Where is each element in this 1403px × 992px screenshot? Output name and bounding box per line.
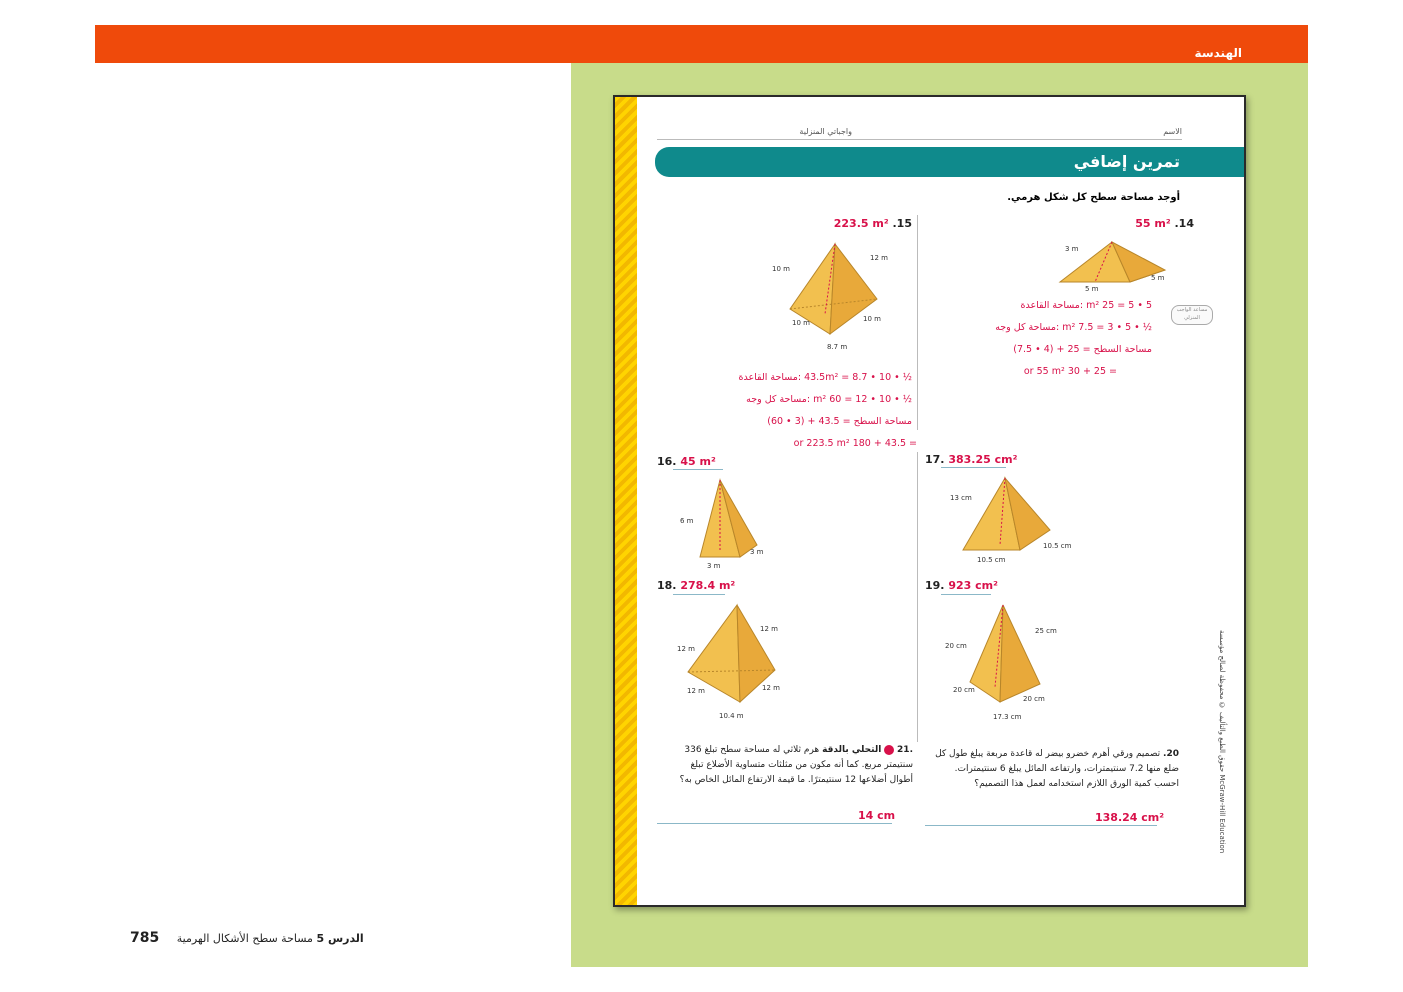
problem-20-answer: 138.24 cm² [1095, 811, 1165, 824]
homework-label: واجباتي المنزلية [799, 127, 852, 136]
label: 6 m [680, 517, 694, 525]
label: 10 m [863, 315, 881, 323]
label: 12 m [687, 687, 705, 695]
label: 5 m [1151, 274, 1165, 282]
problem-16-header [657, 455, 716, 468]
label: 20 cm [953, 686, 975, 694]
label: 3 m [707, 562, 721, 570]
page-number: 785 [130, 930, 160, 946]
page-spine [615, 97, 637, 905]
label: 12 m [760, 625, 778, 633]
column-divider [917, 452, 918, 742]
problem-21-title: التحلي بالدقة [822, 745, 882, 755]
problem-14-header [1135, 217, 1194, 230]
problem-14-number: .14 [1174, 217, 1194, 230]
label: 12 m [677, 645, 695, 653]
problem-17-header [925, 453, 1017, 466]
label: 13 cm [950, 494, 972, 502]
problem-20-number: 20. [1163, 749, 1179, 759]
label: 8.7 m [827, 343, 848, 351]
instructions: أوجد مساحة سطح كل شكل هرمي. [1007, 192, 1180, 203]
label: 20 cm [1023, 695, 1045, 703]
problem-15-header [834, 217, 912, 230]
problem-14-work: 5 • 5 = 25 m² :مساحة القاعدة ½ • 5 • 3 = 7.5 m² :مساحة كل وجه مساحة السطح = 25 + (4 • 7.5) = 25 + 30 or 55 m² [995, 300, 1152, 377]
problem-14-answer: 55 m² [1135, 217, 1171, 230]
problem-19-answer: 923 cm² [948, 579, 998, 592]
problem-19-number: 19. [925, 579, 945, 592]
homework-helper-callout: مساعد الواجب المنزلي [1171, 305, 1213, 325]
top-bar [95, 25, 1308, 63]
answer-line [673, 594, 725, 595]
label: 5 m [1085, 285, 1099, 293]
answer-line [657, 823, 892, 824]
label: 10 m [792, 319, 810, 327]
label: 10.4 m [719, 712, 744, 720]
problem-17-answer: 383.25 cm² [948, 453, 1018, 466]
label: 10 m [772, 265, 790, 273]
label: 17.3 cm [993, 713, 1022, 721]
answer-line [673, 469, 723, 470]
pyramid-19 [965, 602, 1045, 707]
problem-16-answer: 45 m² [680, 455, 716, 468]
title-banner [655, 147, 1244, 177]
answer-line [941, 467, 1006, 468]
pyramid-17 [960, 475, 1055, 555]
page-title: تمرين إضافي [1073, 152, 1180, 171]
problem-19-header [925, 579, 998, 592]
name-label: الاسم [1163, 127, 1182, 136]
problem-17-number: 17. [925, 453, 945, 466]
problem-20 [927, 747, 1179, 792]
label: 12 m [870, 254, 888, 262]
section-title: الهندسة [1194, 46, 1242, 60]
problem-21-text: هرم ثلاثي له مساحة سطح تبلغ 336 سنتيمتر مربع. كما أنه مكون من مثلثات متساوية الأضلاع تبلغ أطوال أضلاعها 12 سنتيمترًا. ما قيمة الارتفاع المائل الخاص به؟ [679, 745, 913, 785]
problem-18-header [657, 579, 735, 592]
problem-21-answer: 14 cm [858, 809, 896, 822]
label: 12 m [762, 684, 780, 692]
lesson-number: الدرس 5 [316, 932, 364, 945]
problem-20-text: تصميم ورقي أهرم خضرو بيضر له قاعدة مربعة يبلغ طول كل ضلع منها 7.2 سنتيمترات، وارتفاعه المائل يبلغ 6 سنتيمترات. احسب كمية الورق اللازم استخدامه لعمل هذا التصميم؟ [935, 749, 1179, 789]
worksheet-page [613, 95, 1246, 907]
name-line [657, 127, 1182, 140]
problem-15-number: .15 [892, 217, 912, 230]
problem-18-answer: 278.4 m² [680, 579, 736, 592]
lesson-title: مساحة سطح الأشكال الهرمية [176, 932, 313, 945]
problem-21 [667, 743, 913, 788]
column-divider [917, 215, 918, 430]
copyright-credit: حقوق الطبع والتأليف © محفوظة لصالح مؤسسة McGraw-Hill Education [1218, 630, 1226, 854]
label: 10.5 cm [1043, 542, 1072, 550]
label: 25 cm [1035, 627, 1057, 635]
problem-21-number: .21 [897, 745, 913, 755]
label: 3 m [1065, 245, 1079, 253]
answer-line [925, 825, 1157, 826]
answer-line [941, 594, 991, 595]
page-footer [130, 930, 364, 946]
problem-15-answer: 223.5 m² [833, 217, 889, 230]
problem-15-work: ½ • 10 • 8.7 = 43.5m² :مساحة القاعدة ½ • 10 • 12 = 60 m² :مساحة كل وجه مساحة السطح = 43.5 + (3 • 60) = 43.5 + 180 or 223.5 m² [738, 372, 917, 449]
label: 20 cm [945, 642, 967, 650]
practice-icon [884, 745, 894, 755]
label: 3 m [750, 548, 764, 556]
label: 10.5 cm [977, 556, 1006, 564]
problem-18-number: 18. [657, 579, 677, 592]
problem-16-number: 16. [657, 455, 677, 468]
